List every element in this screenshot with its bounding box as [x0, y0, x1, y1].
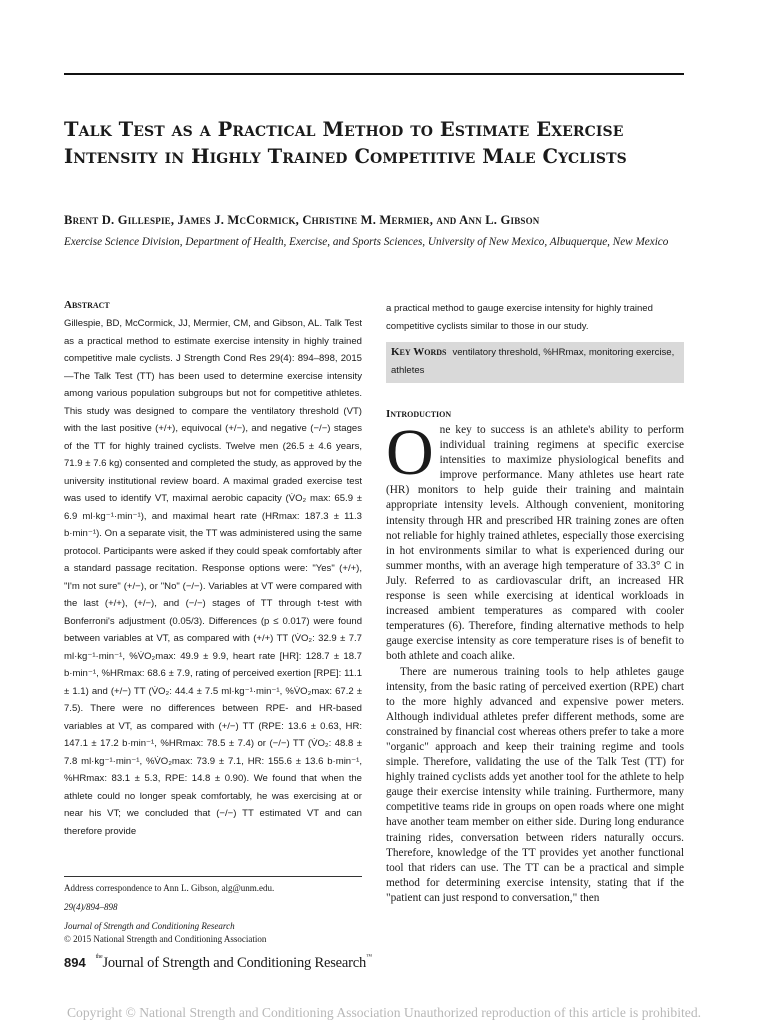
copyright-watermark: Copyright © National Strength and Conditioning Association Unauthorized reproduction of this article is prohibited.	[66, 1005, 702, 1020]
journal-name-footnote: Journal of Strength and Conditioning Research	[64, 921, 235, 931]
page-number: 894	[64, 955, 86, 970]
left-column	[64, 297, 362, 840]
top-rule	[64, 73, 684, 75]
footnote-rule	[64, 876, 362, 877]
keywords-box	[386, 342, 684, 383]
abstract-heading: Abstract	[64, 299, 110, 311]
intro-paragraph-1-text: ne key to success is an athlete's ability to perform individual training regimens at specific exercise intensities to maximize physiological benefits and improve performance. Many athletes use heart rate (HR) monitors to help guide their training and maintain appropriate intensity levels. Although convenient, monitoring intensity through HR and prescribed HR training zones are often not reliable for highly trained athletes, especially those exercising in hot environments similar to what is experienced during our summer months, with an average high temperature of 33.3° C in July. Referred to as cardiovascular drift, an increased HR response is seen while exercising at identical workloads in increased ambient temperatures as compared with cooler temperatures (6). Therefore, finding alternative methods to help gauge exercise intensity as core temperature rises is of benefit to both athlete and coach alike.	[386, 424, 684, 663]
correspondence: Address correspondence to Ann L. Gibson, alg@unm.edu.	[64, 883, 275, 893]
abstract-continuation: a practical method to gauge exercise intensity for highly trained competitive cyclists similar to those in our study.	[386, 303, 653, 332]
journal-logo: $^{the}$Journal of Strength and Conditioning Research™	[95, 954, 372, 971]
abstract-text: Gillespie, BD, McCormick, JJ, Mermier, CM, and Gibson, AL. Talk Test as a practical method to estimate exercise intensity in highly trained competitive male cyclists. J Strength Cond Res 29(4): 894–898, 2015—The Talk Test (TT) has been used to determine exercise intensity among various population subgroups but not for competitive athletes. This study was designed to compare the ventilatory threshold (VT) with the last positive (+/+), equivocal (+/−), and negative (−/−) stages of the TT for highly trained cyclists. Twelve men (26.5 ± 4.6 years, 71.9 ± 7.6 kg) consented and completed the study, as approved by the university institutional review board. A maximal graded exercise test was used to identify VT, maximal aerobic capacity (V̇O₂ max: 65.9 ± 6.9 ml·kg⁻¹·min⁻¹), and maximal heart rate (HRmax: 187.3 ± 11.3 b·min⁻¹). On a separate visit, the TT was administered using the same protocol. Participants were asked if they could speak comfortably after a standard passage recitation. Response options were: "Yes" (+/+), "I'm not sure" (+/−), or "No" (−/−). Variables at VT were compared with the last (+/+), (+/−), and (−/−) stages of TT through t-test with Bonferroni's adjustment (0.05/3). Differences (p ≤ 0.017) were found between variables at VT, as compared with (+/+) TT (V̇O₂: 32.9 ± 7.7 ml·kg⁻¹·min⁻¹, %V̇O₂max: 49.9 ± 9.9, heart rate [HR]: 128.7 ± 18.7 b·min⁻¹, %HRmax: 68.6 ± 7.9, rating of perceived exertion [RPE]: 11.1 ± 1.1) and (+/−) TT (V̇O₂: 44.4 ± 7.5 ml·kg⁻¹·min⁻¹, %V̇O₂max: 67.2 ± 7.5). There were no differences between RPE- and HR-based variables at VT, as compared with (+/−) TT (RPE: 13.6 ± 0.63, HR: 147.1 ± 17.2 b·min⁻¹, %HRmax: 78.5 ± 7.4) or (−/−) TT (V̇O₂: 48.8 ± 7.8 ml·kg⁻¹·min⁻¹, %V̇O₂max: 73.9 ± 7.1, HR: 155.6 ± 13.6 b·min⁻¹, %HRmax: 83.1 ± 5.3, RPE: 14.8 ± 0.90). We found that when the athlete could no longer speak comfortably, he was exercising at or near his VT; we concluded that (−/−) TT estimated VT and can therefore provide	[64, 318, 362, 837]
intro-paragraph-1	[386, 416, 684, 665]
article-title: Talk Test as a Practical Method to Estimate Exercise Intensity in Highly Trained Competitive Male Cyclists	[64, 118, 627, 168]
copyright-line: © 2015 National Strength and Conditioning Association	[64, 934, 267, 944]
footnote	[64, 882, 362, 946]
drop-cap: O	[386, 416, 434, 489]
keywords-text: ventilatory threshold, %HRmax, monitoring exercise, athletes	[391, 347, 675, 376]
introduction-body	[386, 416, 684, 906]
intro-paragraph-2: There are numerous training tools to help athletes gauge intensity, from the basic rating of perceived exertion (RPE) chart to the more highly advanced and expensive power meters. Although individual athletes prefer different methods, some are constrained by financial cost whereas others prefer to take a more "organic" approach and keep their training regime and tools simple. Therefore, validating the use of the Talk Test (TT) for highly trained cyclists adds yet another tool for the athlete to help gauge their exercise intensity while training. Furthermore, many competitive teams ride in groups on open roads where one might have another team member on either side. During long endurance training rides, conversation between riders naturally occurs. Therefore, knowledge of the TT provides yet another functional tool that riders can use. The TT can be a practical and simple method for determining exercise intensity, stating that if the "patient can just respond to conversation," then	[386, 665, 684, 904]
introduction-heading: Introduction	[386, 408, 452, 420]
affiliation: Exercise Science Division, Department of Health, Exercise, and Sports Sciences, University of New Mexico, Albuquerque, New Mexico	[64, 236, 669, 248]
page-footer	[64, 954, 372, 972]
keywords-label: Key Words	[391, 346, 447, 358]
volume-info: 29(4)/894–898	[64, 902, 118, 912]
right-column	[386, 300, 684, 906]
author-list: Brent D. Gillespie, James J. McCormick, Christine M. Mermier, and Ann L. Gibson	[64, 213, 540, 227]
